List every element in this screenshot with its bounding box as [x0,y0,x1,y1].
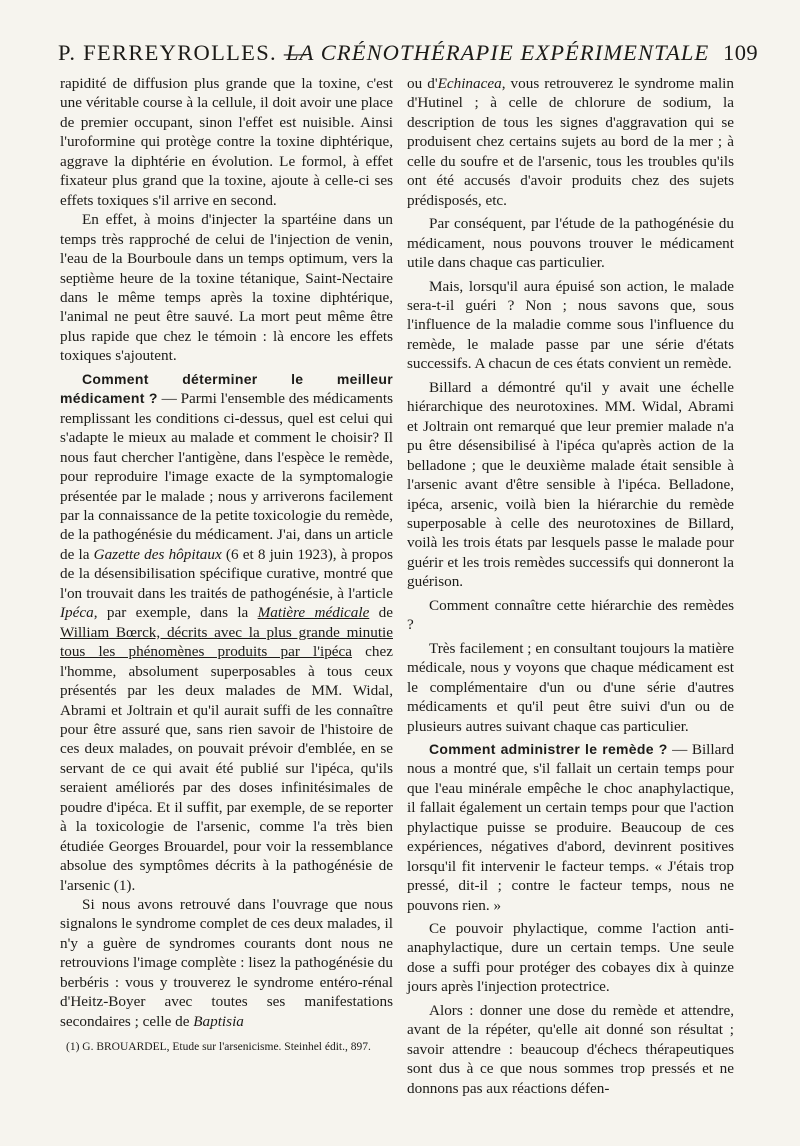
paragraph: En effet, à moins d'injecter la spartéine dans un temps très rapproché de celui de l'injection de venin, l'eau de la Bourboule dans un temps optimum, vers la septième heure de la toxine tétanique, Saint-Nectaire dans le même temps après la toxine diphtérique, l'animal ne peut être sauvé. La mort peut même être plus rapide que chez le témoin : là encore les effets toxiques s'ajoutent. [60,211,393,365]
footnote: (1) G. BROUARDEL, Etude sur l'arsenicisme. Steinhel édit., 897. [66,1041,371,1053]
paragraph: Mais, lorsqu'il aura épuisé son action, le malade sera-t-il guéri ? Non ; nous savons que, sous l'influence de la maladie comme sous l'influence du remède, le malade passe par une série d'états successifs. A chacun de ces états convient un remède. [407,277,734,373]
paragraph: rapidité de diffusion plus grande que la toxine, c'est une véritable course à la cellule, il doit avoir une place de premier occupant, sinon l'effet est nuisible. Ainsi l'uroformine qui protège contre la toxine diphtérique, aggrave la diphtérie en évolution. Le formol, à effet fixateur plus grand que la toxine, ajoute à celle-ci ses effets toxiques s'il arrive en second. [60,75,393,209]
text-run: , vous retrouverez le syndrome malin d'Hutinel ; à celle de chlorure de sodium, la description de tous les signes d'aggravation qui se produisent chez certains sujets au bord de la mer ; à celle du soufre et de l'arsenic, tous les troubles qu'ils ont été accusés d'avoir produits chez des sujets prédisposés, etc. [407,75,734,209]
running-header [58,40,758,72]
text-run: chez l'homme, absolument superposables à tous ceux présentés par les deux malades de MM. Widal, Abrami et Joltrain et qu'il aurait suffi de les connaître pour être assuré que, sans rien savoir de l'histoire de ces deux malades, on pouvait prévoir d'emblée, en se servant de ce qui avait été publié sur l'ipéca, qu'ils seraient améliorés par des doses infinitésimales de poudre d'ipéca. Et il suffit, par exemple, de se reporter à la toxicologie de l'arsenic, comme l'a très bien étudiée Georges Brouardel, pour voir la ressemblance absolue des symptômes décrits à la pathogénésie de l'arsenic (1). [60,643,393,894]
paragraph: Alors : donner une dose du remède et attendre, avant de la répéter, qu'elle ait donné son résultat ; savoir attendre : beaucoup d'échecs thérapeutiques sont dus à ce que nous sommes trop pressés et ne donnons pas aux réactions défen- [407,1001,734,1097]
text-run: — Parmi l'ensemble des médicaments remplissant les conditions ci-dessus, quel est celui qui s'adapte le mieux au malade et comment le choisir? Il nous faut chercher l'antigène, dans l'espèce le remède, pour reproduire l'image exacte de la symptomalogie présentée par le malade ; nous y arriverons facilement par la connaissance de la petite toxicologie du remède, de la pathogénésie du médicament. J'ai, dans un article de la [60,390,393,563]
paragraph [407,74,734,210]
page-number: 109 [723,40,758,65]
paragraph-with-heading [407,740,734,915]
text-run: , par exemple, dans la [93,604,258,622]
paragraph-with-heading [60,370,393,895]
italic-run: Ipéca [60,604,94,622]
paragraph: Très facilement ; en consultant toujours la matière médicale, nous y voyons que chaque médicament est le complémentaire d'un ou d'une série d'autres médicaments et qu'il peut être suivi d'un ou de plusieurs autres suivant chaque cas particulier. [407,639,734,735]
right-column [407,74,734,1098]
paragraph: Comment connaître cette hiérarchie des remèdes ? [407,596,734,634]
header-author: P. FERREYROLLES. — [58,40,308,65]
text-run: (6 et 8 juin 1923), à propos de la désensibilisation spécifique curative, montré que l'on trouvait dans les traités de pathogénésie, à l'article [60,545,393,602]
section-heading: Comment administrer le remède ? [429,740,668,757]
text-run: Si nous avons retrouvé dans l'ouvrage que nous signalons le syndrome complet de ces deux malades, il n'y a guère de syndromes courants dont nous ne retrouvions l'image complète : lisez la pathogénésie du berbéris : vous y trouverez le syndrome entéro-rénal d'Heitz-Boyer avec toutes ses manifestations secondaires ; celle de [60,896,393,1030]
left-column [60,74,393,1031]
text-run: ou d' [407,75,438,92]
paragraph: Par conséquent, par l'étude de la pathogénésie du médicament, nous pouvons trouver le médicament utile dans chaque cas particulier. [407,215,734,272]
section-heading: Comment déterminer le meilleur médicament ? [60,370,393,407]
underlined-run: William Bœrck, décrits avec la plus grande minutie tous les phénomènes produits par l'ipéca [60,623,393,661]
text-run: de [369,604,393,622]
italic-run: Gazette des hôpitaux [93,545,222,563]
paragraph [60,895,393,1031]
italic-underlined-run: Matière médicale [257,604,370,622]
paragraph: Billard a démontré qu'il y avait une échelle hiérarchique des neurotoxines. MM. Widal, Abrami et Joltrain ont remarqué que leur premier malade n'a pu être désensibilisé à l'ipéca qu'après action de la belladone ; que le deuxième malade était sensible à l'arsenic avant d'être sensible à l'ipéca. Belladone, ipéca, arsenic, voilà bien la hiérarchie du remède superposable à celle des neurotoxines de Billard, voilà les trois états par lesquels passe le malade pour guérir et les trois remèdes successifs qui donneront la guérison. [407,378,734,591]
italic-run: Echinacea [437,75,502,92]
header-title: LA CRÉNOTHÉRAPIE EXPÉRIMENTALE [286,40,710,65]
italic-run: Baptisia [193,1012,244,1030]
paragraph: Ce pouvoir phylactique, comme l'action anti-anaphylactique, dure un certain temps. Une seule dose a suffi pour protéger des cobayes dix à quinze jours après l'injection protectrice. [407,920,734,996]
text-run: — Billard nous a montré que, s'il fallait un certain temps pour que l'eau minérale empêche le choc anaphylactique, il fallait également un certain temps pour que l'action phylactique puisse se produire. Beaucoup de ces expériences, négatives d'abord, devinrent positives lorsqu'il fit intervenir le facteur temps. « J'étais trop pressé, dit-il ; contre le facteur temps, nous ne pouvons rien. » [407,740,734,914]
